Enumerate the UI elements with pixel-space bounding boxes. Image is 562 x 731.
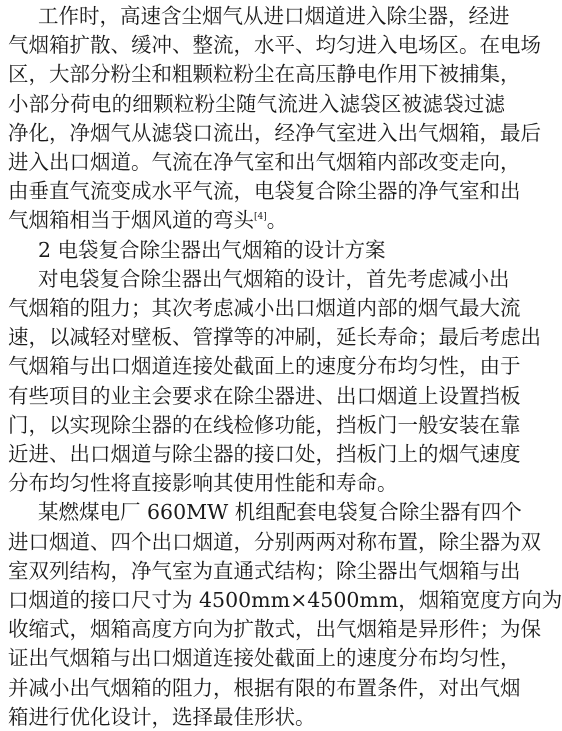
section-heading: 2 电袋复合除尘器出气烟箱的设计方案: [38, 237, 386, 262]
text-line: 室双列结构，净气室为直通式结构；除尘器出气烟箱与出: [8, 558, 521, 583]
text-segment: 。: [266, 208, 288, 233]
text-line: 气烟箱的阻力；其次考虑减小出口烟道内部的烟气最大流: [8, 296, 521, 320]
text-line: 速，以减轻对壁板、管撑等的冲刷，延长寿命；最后考虑出: [8, 325, 541, 350]
text-line: 对电袋复合除尘器出气烟箱的设计，首先考虑减小出: [38, 266, 510, 291]
text-line: 近进、出口烟道与除尘器的接口处，挡板门上的烟气速度: [8, 442, 521, 466]
text-line: 进入出口烟道。气流在净气室和出气烟箱内部改变走向，: [8, 150, 521, 174]
text-line: 净化，净烟气从滤袋口流出，经净气室进入出气烟箱，最后: [8, 120, 541, 145]
text-line: 并减小出气烟箱的阻力，根据有限的布置条件，对出气烟: [8, 675, 521, 700]
text-line: 某燃煤电厂 660MW 机组配套电袋复合除尘器有四个: [38, 500, 522, 525]
text-segment: 气烟箱相当于烟风道的弯头: [8, 208, 254, 233]
text-line: 证出气烟箱与出口烟道连接处截面上的速度分布均匀性，: [8, 646, 521, 671]
text-line: 由垂直气流变成水平气流，电袋复合除尘器的净气室和出: [8, 179, 521, 204]
text-line: 区，大部分粉尘和粗颗粒粉尘在高压静电作用下被捕集，: [8, 62, 521, 87]
text-line: 口烟道的接口尺寸为 4500mm×4500mm，烟箱宽度方向为: [8, 588, 562, 612]
text-line: 进口烟道、四个出口烟道，分别两两对称布置，除尘器为双: [8, 529, 541, 554]
text-line: 分布均匀性将直接影响其使用性能和寿命。: [8, 471, 398, 496]
text-line-with-citation: [8, 206, 505, 234]
text-line: 工作时，高速含尘烟气从进口烟道进入除尘器，经进: [38, 4, 510, 28]
text-line: 小部分荷电的细颗粒粉尘随气流进入滤袋区被滤袋过滤: [8, 91, 505, 116]
text-line: 气烟箱扩散、缓冲、整流，水平、均匀进入电场区。在电场: [8, 33, 541, 58]
text-line: 气烟箱与出口烟道连接处截面上的速度分布均匀性，由于: [8, 354, 521, 379]
text-line: 箱进行优化设计，选择最佳形状。: [8, 704, 316, 729]
text-line: 收缩式，烟箱高度方向为扩散式，出气烟箱是异形件；为保: [8, 617, 541, 642]
text-line: 有些项目的业主会要求在除尘器进、出口烟道上设置挡板: [8, 383, 521, 408]
text-line: 门，以实现除尘器的在线检修功能，挡板门一般安装在靠: [8, 412, 521, 437]
citation-ref: [4]: [254, 212, 267, 223]
